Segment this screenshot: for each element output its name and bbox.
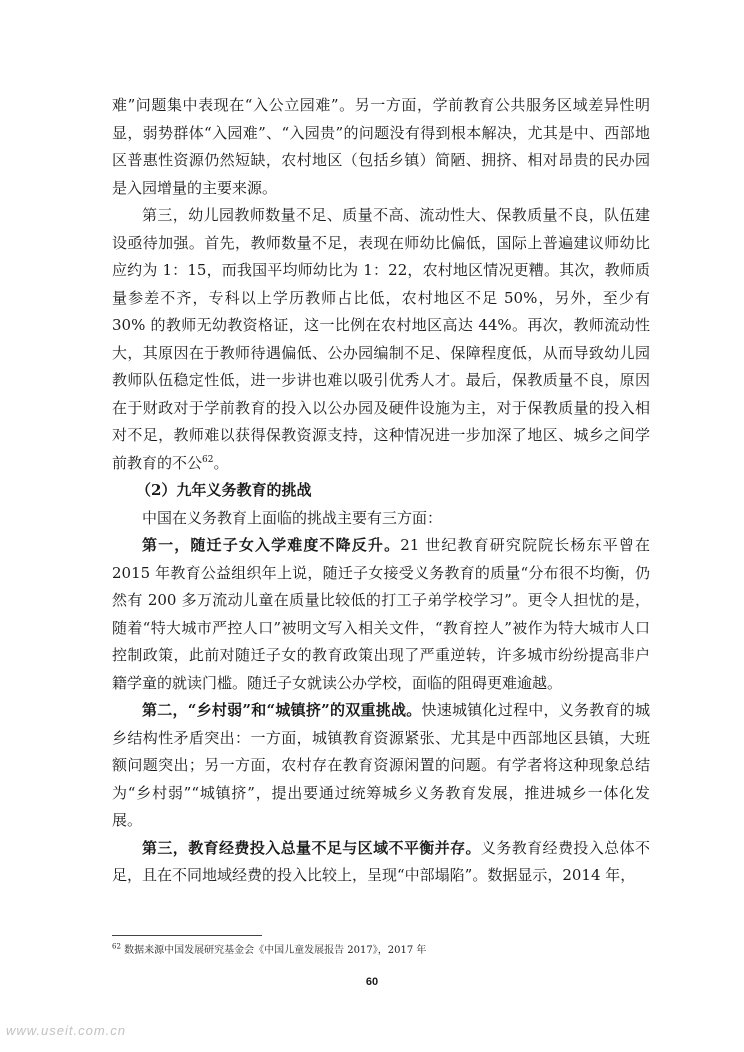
paragraph-third-challenge: [112, 835, 650, 890]
paragraph-second-challenge: [112, 697, 650, 835]
section-heading: （2）九年义务教育的挑战: [136, 481, 312, 499]
body-text: [112, 92, 650, 890]
footnote-number: 62: [112, 942, 121, 951]
paragraph-teachers: [112, 202, 650, 477]
second-challenge-text: 快速城镇化过程中，义务教育的城乡结构性矛盾突出：一方面，城镇教育资源紧张、尤其是中西部地区县镇，大班额问题突出；另一方面，农村存在教育资源闲置的问题。有学者将这种现象总结为“乡村弱”“城镇挤”，提出要通过统筹城乡义务教育发展，推进城乡一体化发展。: [112, 701, 650, 829]
paragraph-first-challenge: [112, 532, 650, 697]
second-challenge-lead: 第二，“乡村弱”和“城镇挤”的双重挑战。: [142, 701, 422, 719]
watermark: www.useit.com.cn: [6, 1023, 127, 1038]
footnote: [112, 944, 426, 958]
third-challenge-lead: 第三，教育经费投入总量不足与区域不平衡并存。: [142, 838, 481, 857]
footnote-text: 数据来源中国发展研究基金会《中国儿童发展报告 2017》，2017 年: [124, 945, 427, 956]
paragraph-intro: 中国在义务教育上面临的挑战主要有三方面：: [142, 508, 443, 527]
footnote-divider: [112, 935, 262, 936]
first-challenge-lead: 第一，随迁子女入学难度不降反升。: [142, 536, 401, 554]
first-challenge-text: 21 世纪教育研究院院长杨东平曾在 2015 年教育公益组织年上说，随迁子女接受义务教育的质量“分布很不均衡，仍然有 200 多万流动儿童在质量比较低的打工子弟学校学习”。更令人担忧的是，随着“特大城市严控人口”被明文写入相关文件，“教育控人”被作为特大城市人口控制政策，此前对随迁子女的教育政策出现了严重逆转，许多城市纷纷提高非户籍学童的就读门槛。随迁子女就读公办学校，面临的阻碍更难逾越。: [112, 536, 650, 692]
paragraph-teachers-end: 。: [213, 453, 229, 472]
paragraph-continuation: 难”问题集中表现在“入公立园难”。另一方面，学前教育公共服务区域差异性明显，弱势群体“入园难”、“入园贵”的问题没有得到根本解决，尤其是中、西部地区普惠性资源仍然短缺，农村地区（包括乡镇）简陋、拥挤、相对昂贵的民办园是入园增量的主要来源。: [112, 96, 650, 197]
paragraph-teachers-text: 第三，幼儿园教师数量不足、质量不高、流动性大、保教质量不良，队伍建设亟待加强。首先，教师数量不足，表现在师幼比偏低，国际上普遍建议师幼比应约为 1：15，而我国平均师幼比为 1：22，农村地区情况更糟。其次，教师质量参差不齐，专科以上学历教师占比低，农村地区不足 50%，另外，至少有 30% 的教师无幼教资格证，这一比例在农村地区高达 44%。再次，教师流动性大，其原因在于教师待遇偏低、公办园编制不足、保障程度低，从而导致幼儿园教师队伍稳定性低，进一步讲也难以吸引优秀人才。最后，保教质量不良，原因在于财政对于学前教育的投入以公办园及硬件设施为主，对于保教质量的投入相对不足，教师难以获得保教资源支持，这种情况进一步加深了地区、城乡之间学前教育的不公: [112, 206, 650, 472]
footnote-reference: 62: [202, 454, 214, 465]
third-challenge-text: 义务教育经费投入总体不足，且在不同地域经费的投入比较上，呈现“中部塌陷”。数据显示，2014 年，: [112, 838, 650, 884]
page-number: 60: [365, 976, 379, 988]
